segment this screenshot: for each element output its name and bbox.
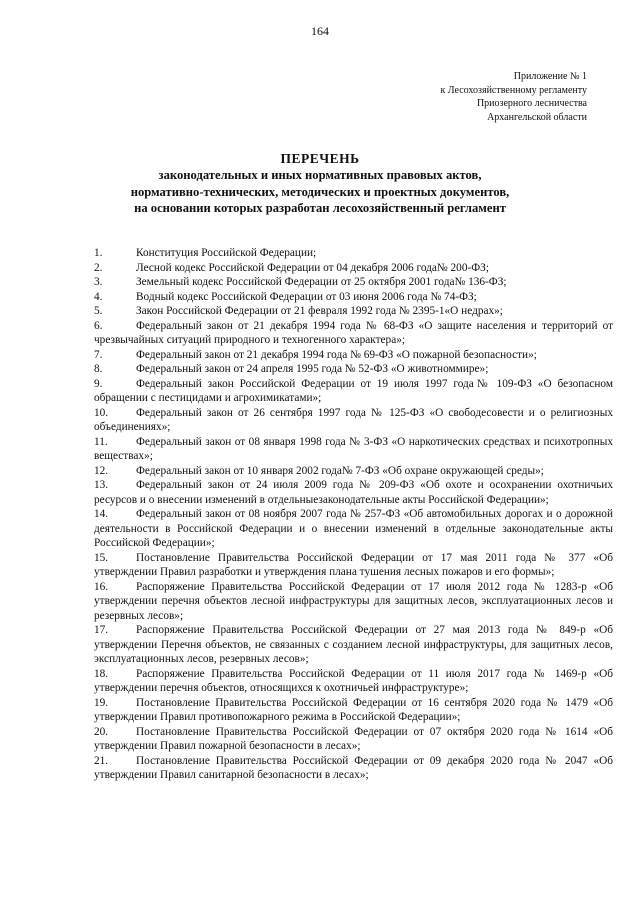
list-item-number: 9. [94, 377, 103, 390]
list-item-number: 1. [94, 247, 103, 259]
list-item-text: Федеральный закон от 10 января 2002 года№ 7-ФЗ «Об охране окружающей среды»; [136, 464, 544, 477]
list-item-text: Распоряжение Правительства Российской Федерации от 27 мая 2013 года № 849-р «Об утверждении Перечня объектов, не связанных с созданием лесной инфраструктуры, для защитных лесов, эксплуатационных лесов, резервных лесов»; [94, 624, 613, 665]
list-item-number: 18. [94, 667, 109, 680]
list-item-text: Конституция Российской Федерации; [136, 247, 317, 259]
list-item-text: Федеральный закон от 24 апреля 1995 года № 52-ФЗ «О животноммире»; [136, 363, 489, 375]
list-item [94, 246, 613, 261]
appendix-line: Приозерного лесничества [476, 98, 587, 109]
list-item [94, 377, 613, 406]
list-item [94, 551, 613, 580]
list-item-text: Лесной кодекс Российской Федерации от 04 декабря 2006 года№ 200-ФЗ; [136, 261, 489, 274]
list-item [94, 435, 613, 464]
list-item-number: 15. [94, 551, 109, 564]
list-item-text: Водный кодекс Российской Федерации от 03 июня 2006 года № 74-ФЗ; [136, 290, 477, 303]
list-item-text: Федеральный закон от 08 ноября 2007 года № 257-ФЗ «Об автомобильных дорогах и о дорожной деятельности в Российской Федерации и о внесении изменений в отдельные законодательные акты Российской Федерации»; [94, 508, 613, 549]
list-item-text: Федеральный закон от 26 сентября 1997 года № 125-ФЗ «О свободесовести и о религиозных объединениях»; [94, 406, 613, 433]
list-item-number: 21. [94, 754, 109, 767]
list-item [94, 580, 613, 624]
list-item [94, 319, 613, 348]
list-item [94, 623, 613, 667]
list-item-text: Постановление Правительства Российской Федерации от 16 сентября 2020 года № 1479 «Об утверждении Правил противопожарного режима в Российской Федерации»; [94, 696, 613, 723]
list-item [94, 754, 613, 783]
list-item-text: Федеральный закон от 21 декабря 1994 года № 69-ФЗ «О пожарной безопасности»; [136, 348, 537, 361]
list-item-number: 3. [94, 276, 103, 288]
title-line: на основании которых разработан лесохозяйственный регламент [134, 201, 506, 215]
list-item-number: 7. [94, 348, 103, 361]
list-item-text: Федеральный закон от 24 июля 2009 года № 209-ФЗ «Об охоте и осохранении охотничьих ресурсов и о внесении изменений в отдельныезаконодательные акты Российской Федерации»; [94, 479, 613, 506]
list-item [94, 667, 613, 696]
appendix-line: к Лесохозяйственному регламенту [440, 84, 587, 96]
list-item-number: 19. [94, 696, 109, 709]
list-item-number: 8. [94, 363, 103, 375]
list-item [94, 464, 613, 479]
list-item [94, 478, 613, 507]
list-item-text: Федеральный закон от 21 декабря 1994 года № 68-ФЗ «О защите населения и территорий от чрезвычайных ситуаций природного и техногенного характера»; [94, 319, 613, 346]
title-line: нормативно-технических, методических и проектных документов, [130, 184, 510, 199]
list-item-number: 5. [94, 305, 103, 317]
document-title [0, 150, 640, 217]
title-main: ПЕРЕЧЕНЬ [280, 151, 360, 166]
list-item [94, 362, 613, 377]
list-item [94, 696, 613, 725]
list-item-number: 11. [94, 435, 108, 448]
list-item-text: Распоряжение Правительства Российской Федерации от 17 июля 2012 года № 1283-р «Об утверждении перечня объектов лесной инфраструктуры для защитных лесов, эксплуатационных лесов и резервных лесов»; [94, 580, 613, 622]
list-item [94, 507, 613, 551]
appendix-header [440, 70, 587, 124]
appendix-line: Архангельской области [487, 111, 587, 123]
list-item-number: 13. [94, 479, 109, 491]
list-item [94, 275, 613, 290]
list-item-text: Федеральный закон от 08 января 1998 года № 3-ФЗ «О наркотических средствах и психотропных веществах»; [94, 435, 613, 462]
list-item [94, 261, 613, 276]
list-item-text: Федеральный закон Российской Федерации от 19 июля 1997 года№ 109-ФЗ «О безопасном обращении с пестицидами и агрохимикатами»; [94, 377, 613, 404]
title-line: законодательных и иных нормативных правовых актов, [158, 168, 482, 182]
list-item-number: 20. [94, 725, 109, 738]
list-item [94, 290, 613, 305]
appendix-line: Приложение № 1 [513, 71, 587, 82]
list-item-number: 4. [94, 290, 103, 303]
list-item-number: 17. [94, 624, 109, 636]
page-number: 164 [311, 24, 329, 38]
list-item-number: 2. [94, 261, 103, 274]
document-list [94, 246, 613, 783]
list-item-text: Распоряжение Правительства Российской Федерации от 11 июля 2017 года № 1469-р «Об утверждении перечня объектов, относящихся к охотничьей инфраструктуре»; [94, 667, 613, 694]
list-item-number: 16. [94, 580, 109, 593]
list-item [94, 304, 613, 319]
list-item-number: 10. [94, 406, 109, 419]
list-item-text: Земельный кодекс Российской Федерации от 25 октября 2001 года№ 136-ФЗ; [136, 276, 507, 288]
list-item-number: 12. [94, 464, 109, 477]
list-item [94, 406, 613, 435]
list-item-text: Постановление Правительства Российской Федерации от 09 декабря 2020 года № 2047 «Об утверждении Правил санитарной безопасности в лесах»; [94, 754, 613, 781]
list-item-text: Закон Российской Федерации от 21 февраля 1992 года № 2395-1«О недрах»; [136, 305, 503, 317]
list-item-text: Постановление Правительства Российской Федерации от 07 октября 2020 года № 1614 «Об утверждении Правил пожарной безопасности в лесах»; [94, 725, 613, 752]
list-item-number: 6. [94, 319, 103, 332]
list-item [94, 348, 613, 363]
list-item [94, 725, 613, 754]
list-item-number: 14. [94, 508, 109, 520]
list-item-text: Постановление Правительства Российской Федерации от 17 мая 2011 года № 377 «Об утверждении Правил разработки и утверждения плана тушения лесных пожаров и его формы»; [94, 551, 613, 578]
